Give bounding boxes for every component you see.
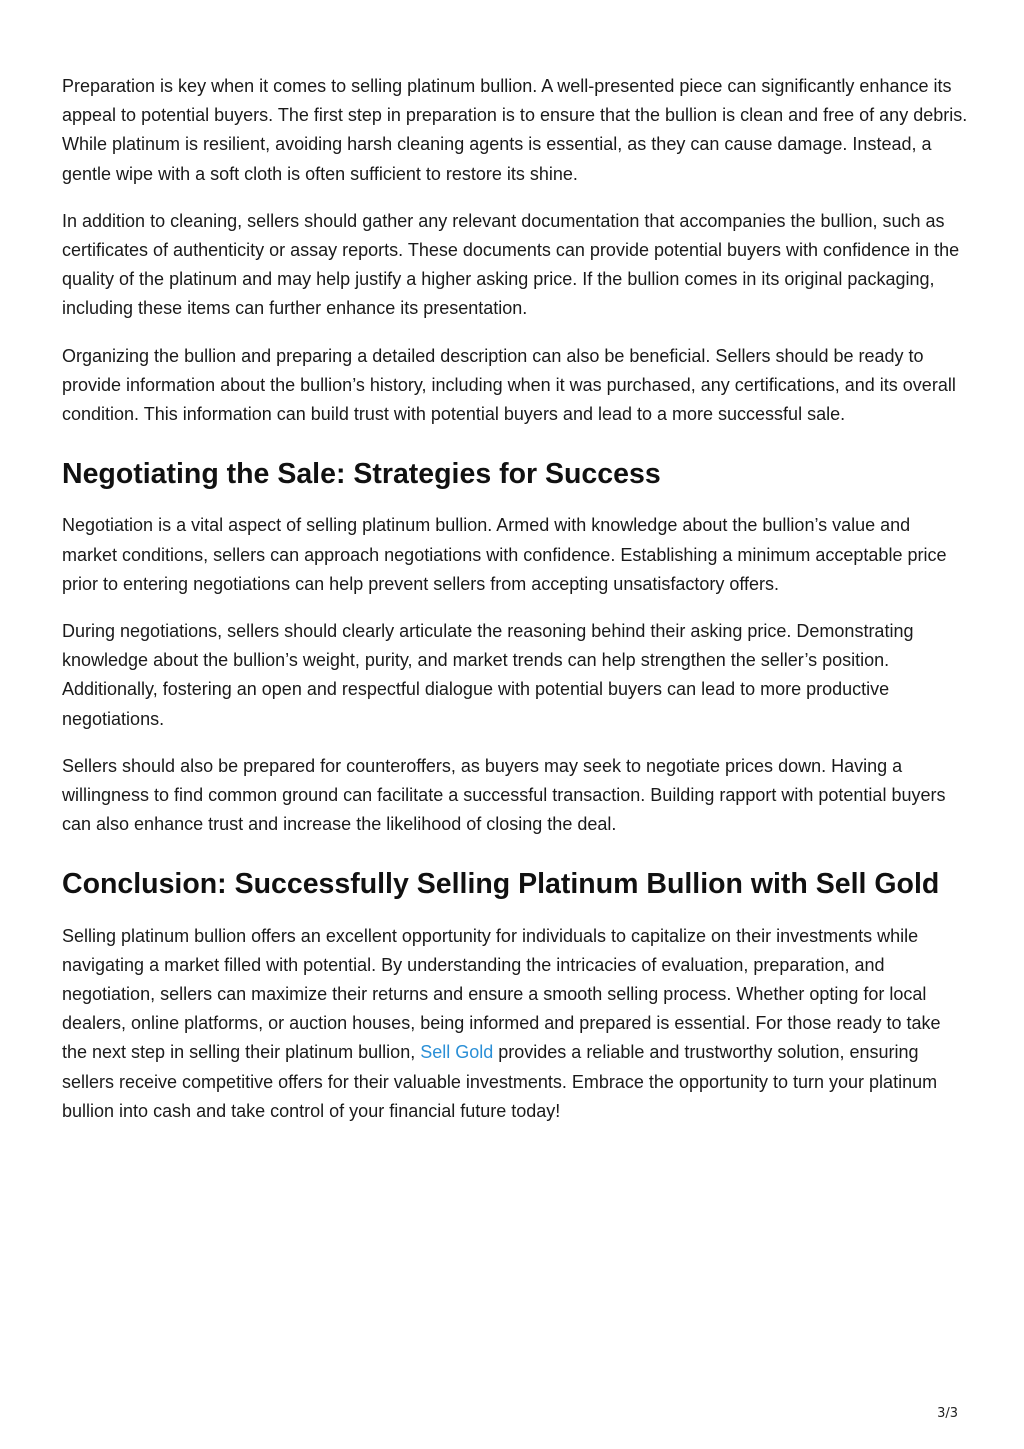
section-heading: Negotiating the Sale: Strategies for Success (62, 458, 661, 491)
paragraph: Organizing the bullion and preparing a detailed description can also be beneficial. Sellers should be ready to provide information about the bullion’s history, including when it was purchased, any certifications, and its overall condition. This information can build trust with potential buyers and lead to a more successful sale. (62, 345, 956, 425)
preparation-section (62, 72, 968, 429)
paragraph-text: provides a reliable and trustworthy solution, ensuring sellers receive competitive offers for their valuable investments. Embrace the opportunity to turn your platinum bullion into cash and take control of your financial future today! (62, 1042, 938, 1121)
conclusion-section (62, 867, 968, 1126)
document-page (62, 72, 968, 1144)
paragraph: In addition to cleaning, sellers should gather any relevant documentation that accompanies the bullion, such as certificates of authenticity or assay reports. These documents can provide potential buyers with confidence in the quality of the platinum and may help justify a higher asking price. If the bullion comes in its original packaging, including these items can further enhance its presentation. (62, 210, 960, 319)
sell-gold-link[interactable]: Sell Gold (420, 1042, 494, 1063)
paragraph: Negotiation is a vital aspect of selling platinum bullion. Armed with knowledge about the bullion’s value and market conditions, sellers can approach negotiations with confidence. Establishing a minimum acceptable price prior to entering negotiations can help prevent sellers from accepting unsatisfactory offers. (62, 515, 947, 594)
negotiating-section (62, 457, 968, 839)
paragraph: During negotiations, sellers should clearly articulate the reasoning behind their asking price. Demonstrating knowledge about the bullion’s weight, purity, and market trends can help strengthen the seller’s position. Additionally, fostering an open and respectful dialogue with potential buyers can lead to more productive negotiations. (62, 621, 914, 729)
page-number: 3/3 (937, 1406, 958, 1421)
paragraph (62, 922, 968, 1126)
section-heading: Conclusion: Successfully Selling Platinum Bullion with Sell Gold (62, 868, 940, 901)
paragraph: Sellers should also be prepared for counteroffers, as buyers may seek to negotiate prices down. Having a willingness to find common ground can facilitate a successful transaction. Building rapport with potential buyers can also enhance trust and increase the likelihood of closing the deal. (62, 755, 946, 835)
paragraph-text: Selling platinum bullion offers an excellent opportunity for individuals to capitalize on their investments while navigating a market filled with potential. By understanding the intricacies of evaluation, preparation, and negotiation, sellers can maximize their returns and ensure a smooth selling process. Whether opting for local dealers, online platforms, or auction houses, being informed and prepared is essential. For those ready to take the next step in selling their platinum bullion, (62, 925, 941, 1063)
paragraph: Preparation is key when it comes to selling platinum bullion. A well-presented piece can significantly enhance its appeal to potential buyers. The first step in preparation is to ensure that the bullion is clean and free of any debris. While platinum is resilient, avoiding harsh cleaning agents is essential, as they can cause damage. Instead, a gentle wipe with a soft cloth is often sufficient to restore its shine. (62, 76, 968, 184)
